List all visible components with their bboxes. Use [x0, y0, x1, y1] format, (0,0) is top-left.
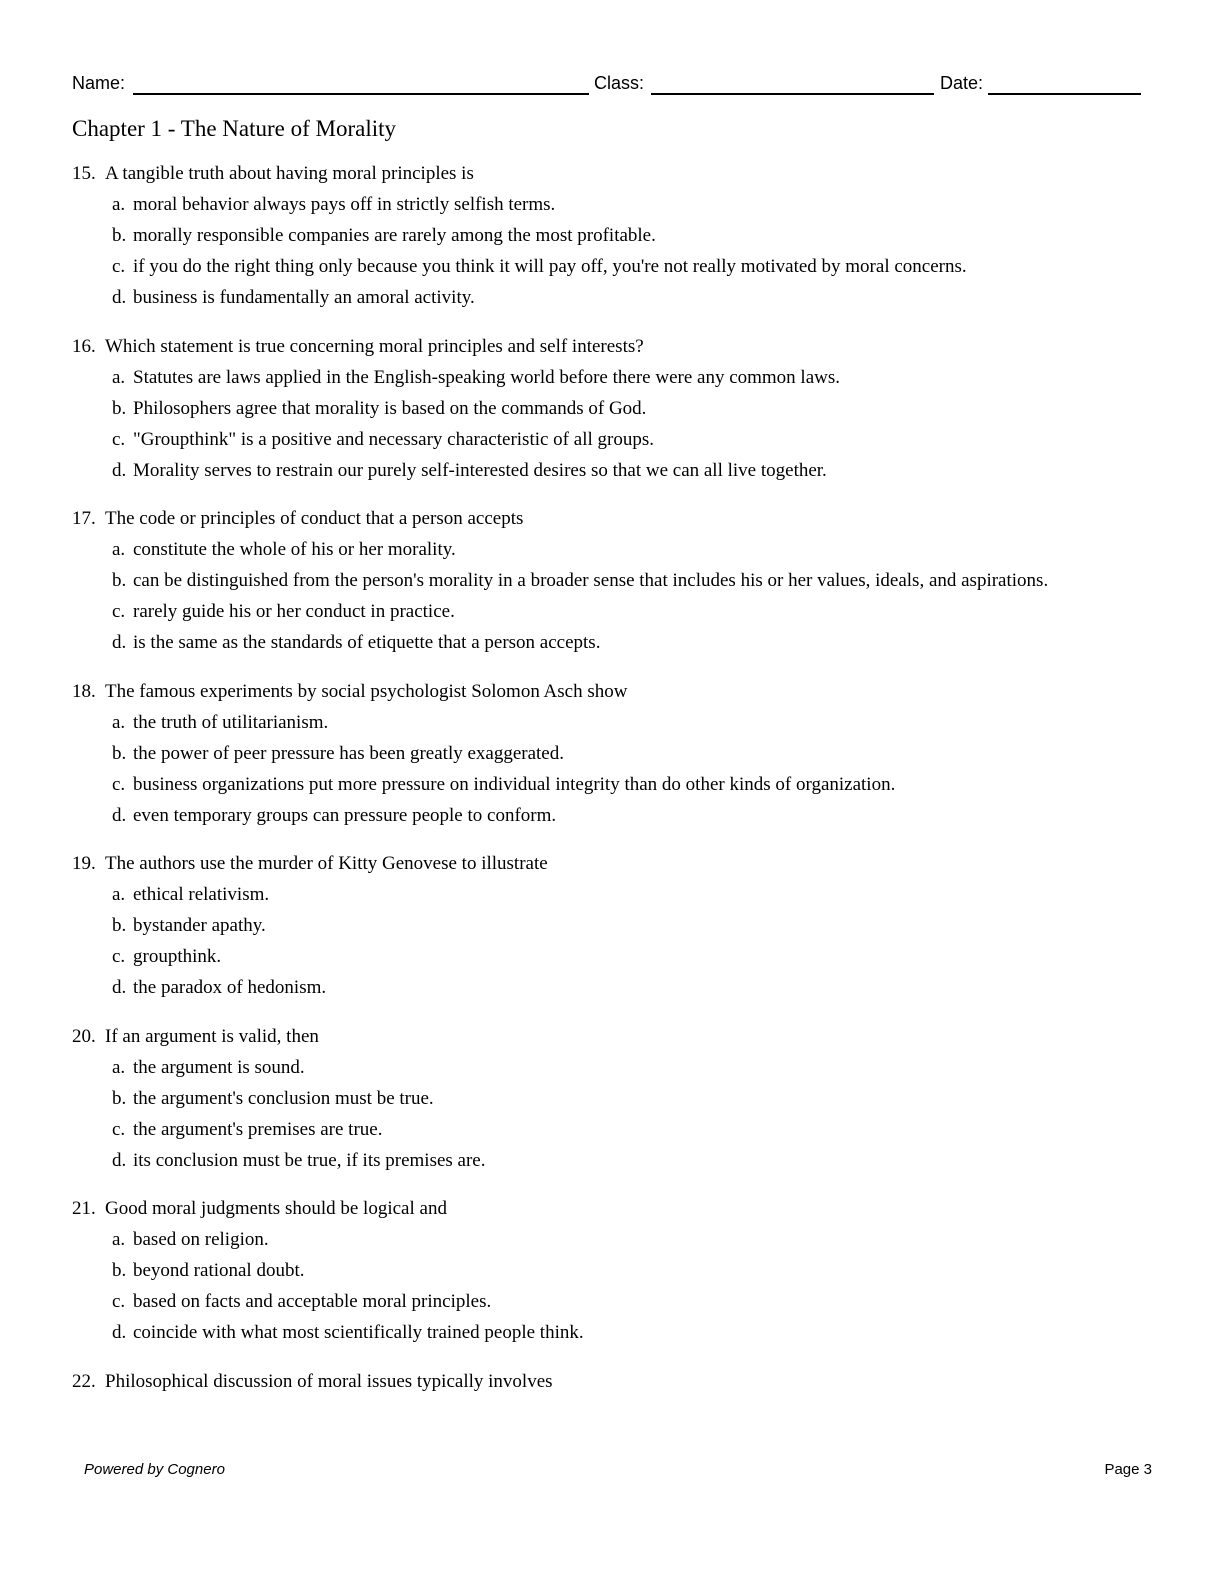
question-number: 17.: [72, 508, 96, 529]
name-blank-line: [133, 93, 589, 95]
answer-option: [112, 1259, 1132, 1283]
question-number: 22.: [72, 1370, 96, 1392]
question-stem: [72, 1197, 1132, 1221]
answer-option: [112, 459, 1132, 483]
option-letter: a.: [112, 1229, 126, 1250]
option-letter: d.: [112, 632, 127, 653]
question-text: The authors use the murder of Kitty Genovese to illustrate: [105, 853, 548, 874]
question-number: 19.: [72, 853, 96, 874]
answer-option: [112, 224, 1132, 248]
option-letter: c.: [112, 946, 126, 967]
option-text: the argument is sound.: [133, 1056, 305, 1078]
page-number: Page 3: [1104, 1461, 1152, 1478]
option-text: its conclusion must be true, if its premises are.: [133, 1149, 486, 1171]
option-letter: c.: [112, 1291, 126, 1312]
option-letter: c.: [112, 601, 126, 622]
option-letter: b.: [112, 225, 127, 246]
option-text: can be distinguished from the person's morality in a broader sense that includes his or her values, ideals, and aspirations.: [133, 570, 1049, 591]
name-label: Name:: [72, 73, 126, 93]
option-letter: a.: [112, 711, 126, 733]
answer-option: [112, 1118, 1132, 1142]
powered-by-footer: Powered by Cognero: [84, 1461, 225, 1478]
answer-options: [112, 1228, 1132, 1345]
option-text: the power of peer pressure has been greatly exaggerated.: [133, 742, 564, 764]
question-number: 15.: [72, 163, 96, 184]
question-stem: [72, 680, 1132, 704]
answer-option: [112, 255, 1132, 279]
answer-option: [112, 773, 1132, 797]
question-item: [72, 852, 1132, 1000]
option-letter: a.: [112, 194, 126, 215]
option-letter: a.: [112, 539, 126, 560]
answer-option: [112, 286, 1132, 310]
question-stem: [72, 507, 1132, 531]
question-number: 16.: [72, 335, 96, 357]
question-item: [72, 162, 1132, 310]
question-stem: [72, 335, 1132, 359]
option-text: the argument's conclusion must be true.: [133, 1087, 434, 1109]
option-text: constitute the whole of his or her morality.: [133, 539, 456, 560]
option-letter: d.: [112, 1322, 127, 1343]
answer-option: [112, 1290, 1132, 1314]
option-letter: a.: [112, 884, 126, 905]
question-text: The code or principles of conduct that a person accepts: [105, 508, 524, 529]
option-letter: a.: [112, 366, 126, 388]
answer-option: [112, 428, 1132, 452]
question-item: [72, 1370, 1132, 1394]
option-text: if you do the right thing only because you think it will pay off, you're not really motivated by moral concerns.: [133, 256, 967, 277]
option-text: the argument's premises are true.: [133, 1118, 383, 1140]
date-blank-line: [988, 93, 1141, 95]
option-text: the truth of utilitarianism.: [133, 711, 329, 733]
option-text: beyond rational doubt.: [133, 1260, 305, 1281]
option-letter: d.: [112, 287, 127, 308]
answer-option: [112, 883, 1132, 907]
question-item: [72, 1197, 1132, 1345]
option-text: "Groupthink" is a positive and necessary characteristic of all groups.: [133, 428, 654, 450]
option-letter: a.: [112, 1056, 126, 1078]
option-text: groupthink.: [133, 946, 222, 967]
answer-option: [112, 1149, 1132, 1173]
option-letter: b.: [112, 742, 127, 764]
option-text: morally responsible companies are rarely among the most profitable.: [133, 225, 656, 246]
option-letter: b.: [112, 570, 127, 591]
answer-options: [112, 883, 1132, 1000]
answer-option: [112, 193, 1132, 217]
answer-option: [112, 569, 1132, 593]
class-blank-line: [651, 93, 934, 95]
option-letter: d.: [112, 459, 127, 481]
chapter-title: Chapter 1 - The Nature of Morality: [72, 116, 397, 141]
question-number: 18.: [72, 680, 96, 702]
option-letter: c.: [112, 1118, 126, 1140]
date-label: Date:: [940, 73, 984, 93]
option-text: business is fundamentally an amoral activity.: [133, 287, 475, 308]
answer-option: [112, 1056, 1132, 1080]
answer-option: [112, 1321, 1132, 1345]
option-letter: b.: [112, 1260, 127, 1281]
option-text: Statutes are laws applied in the English-speaking world before there were any common laws.: [133, 366, 841, 388]
option-letter: b.: [112, 915, 127, 936]
option-text: Philosophers agree that morality is based on the commands of God.: [133, 397, 647, 419]
answer-option: [112, 600, 1132, 624]
answer-options: [112, 193, 1132, 310]
option-letter: d.: [112, 1149, 127, 1171]
question-item: [72, 680, 1132, 828]
answer-option: [112, 1087, 1132, 1111]
answer-option: [112, 976, 1132, 1000]
question-text: Philosophical discussion of moral issues typically involves: [105, 1370, 553, 1392]
answer-option: [112, 742, 1132, 766]
option-text: bystander apathy.: [133, 915, 266, 936]
option-text: the paradox of hedonism.: [133, 977, 327, 998]
question-number: 21.: [72, 1198, 96, 1219]
question-item: [72, 335, 1132, 483]
option-text: based on facts and acceptable moral principles.: [133, 1291, 492, 1312]
question-text: Good moral judgments should be logical and: [105, 1198, 447, 1219]
option-text: is the same as the standards of etiquette that a person accepts.: [133, 632, 601, 653]
question-stem: [72, 1370, 1132, 1394]
option-letter: b.: [112, 397, 127, 419]
option-text: ethical relativism.: [133, 884, 270, 905]
question-stem: [72, 1025, 1132, 1049]
option-text: Morality serves to restrain our purely self-interested desires so that we can all live together.: [133, 459, 827, 481]
question-list: [72, 162, 1132, 1418]
option-text: even temporary groups can pressure people to conform.: [133, 804, 557, 826]
option-letter: b.: [112, 1087, 127, 1109]
answer-options: [112, 366, 1132, 483]
question-number: 20.: [72, 1025, 96, 1047]
answer-option: [112, 945, 1132, 969]
option-letter: c.: [112, 256, 126, 277]
answer-options: [112, 711, 1132, 828]
option-text: moral behavior always pays off in strictly selfish terms.: [133, 194, 556, 215]
answer-option: [112, 914, 1132, 938]
question-stem: [72, 162, 1132, 186]
answer-option: [112, 711, 1132, 735]
question-text: If an argument is valid, then: [105, 1025, 319, 1047]
answer-option: [112, 366, 1132, 390]
class-label: Class:: [594, 73, 645, 93]
option-letter: c.: [112, 773, 126, 795]
answer-option: [112, 397, 1132, 421]
option-text: business organizations put more pressure on individual integrity than do other kinds of organization.: [133, 773, 896, 795]
answer-option: [112, 804, 1132, 828]
question-text: A tangible truth about having moral principles is: [105, 163, 474, 184]
answer-option: [112, 1228, 1132, 1252]
answer-option: [112, 538, 1132, 562]
question-stem: [72, 852, 1132, 876]
option-letter: d.: [112, 977, 127, 998]
question-text: Which statement is true concerning moral principles and self interests?: [105, 335, 644, 357]
option-text: coincide with what most scientifically trained people think.: [133, 1322, 584, 1343]
question-item: [72, 507, 1132, 655]
question-text: The famous experiments by social psychologist Solomon Asch show: [105, 680, 628, 702]
option-text: based on religion.: [133, 1229, 269, 1250]
answer-option: [112, 631, 1132, 655]
option-letter: d.: [112, 804, 127, 826]
answer-options: [112, 538, 1132, 655]
question-item: [72, 1025, 1132, 1173]
answer-options: [112, 1056, 1132, 1173]
option-letter: c.: [112, 428, 126, 450]
option-text: rarely guide his or her conduct in practice.: [133, 601, 455, 622]
